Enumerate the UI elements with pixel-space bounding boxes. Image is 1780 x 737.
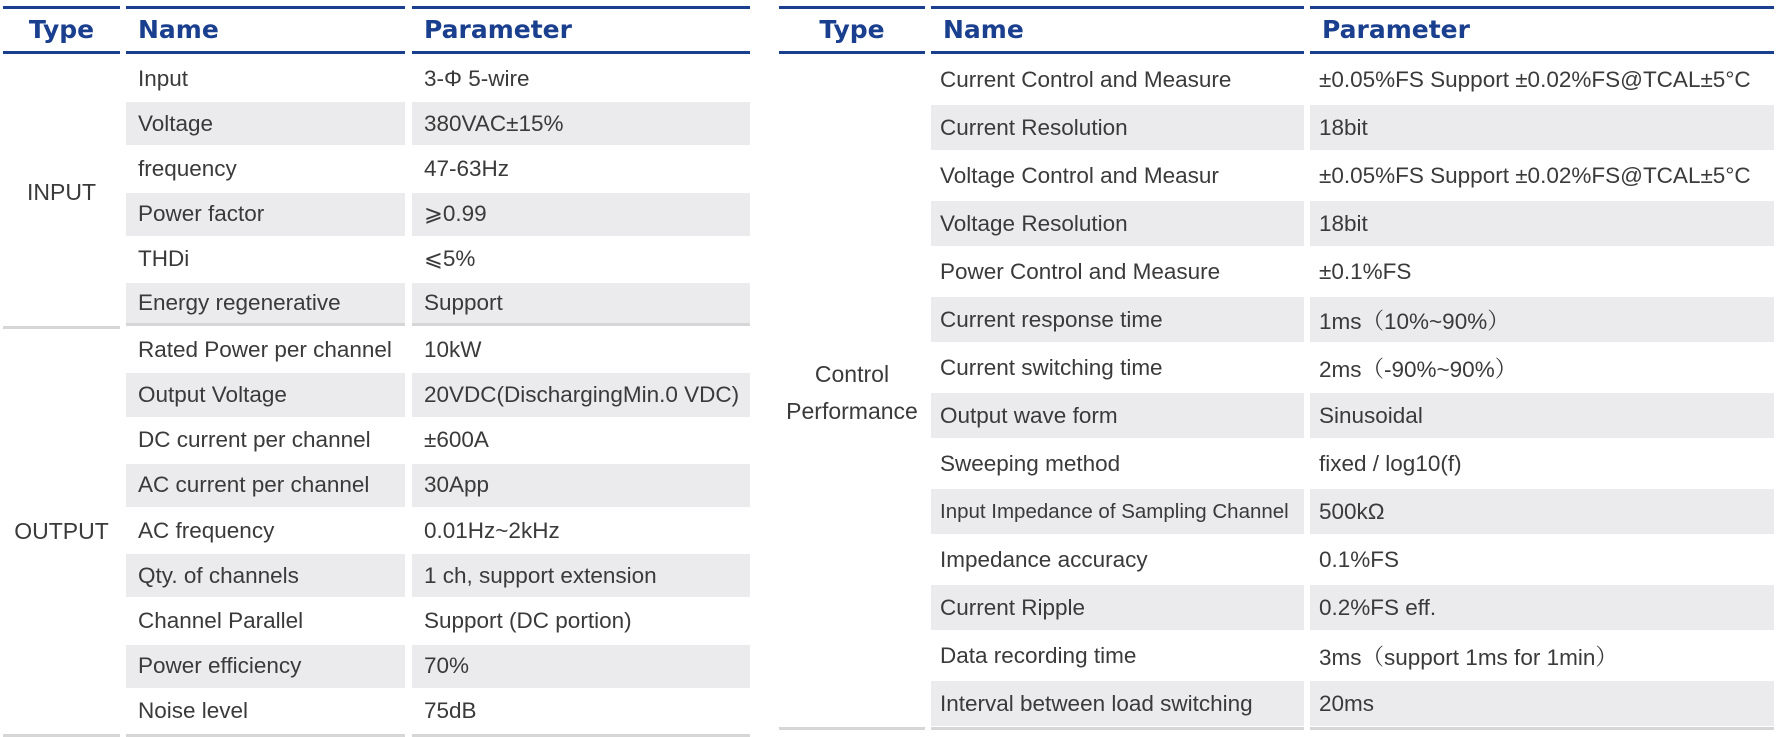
table-row <box>126 464 750 507</box>
row-name: AC current per channel <box>126 464 405 507</box>
row-name: Current switching time <box>940 354 1163 380</box>
row-name: Current response time <box>931 297 1304 342</box>
table-row <box>931 201 1774 246</box>
row-parameter: 30App <box>412 464 750 507</box>
row-name: AC frequency <box>138 517 275 543</box>
row-parameter: 0.2%FS eff. <box>1310 585 1774 630</box>
row-name: Voltage Control and Measur <box>940 162 1219 188</box>
group-label: Control Performance <box>786 361 918 424</box>
table-row <box>931 489 1774 534</box>
row-parameter: 1 ch, support extension <box>412 554 750 597</box>
row-parameter: Sinusoidal <box>1310 393 1774 438</box>
row-name: Sweeping method <box>940 450 1121 476</box>
table-row <box>931 537 1774 582</box>
row-parameter: ⩾0.99 <box>412 193 750 236</box>
row-name: Impedance accuracy <box>940 546 1148 572</box>
table-row <box>126 509 750 552</box>
row-parameter: ±0.1%FS <box>1319 258 1412 284</box>
row-parameter: Support (DC portion) <box>424 607 632 633</box>
table-row <box>931 105 1774 150</box>
row-name: Power Control and Measure <box>940 258 1221 284</box>
row-parameter: 18bit <box>1310 105 1774 150</box>
row-name: Power factor <box>126 193 405 236</box>
row-name: Qty. of channels <box>126 554 405 597</box>
row-parameter: 0.01Hz~2kHz <box>424 517 560 543</box>
row-parameter: 47-63Hz <box>424 155 510 181</box>
row-parameter: 3ms（support 1ms for 1min） <box>1319 644 1618 670</box>
table-row <box>126 193 750 236</box>
row-name: Input Impedance of Sampling Channel <box>931 489 1304 534</box>
row-parameter: 10kW <box>424 336 482 362</box>
row-parameter: ⩽5% <box>424 246 476 272</box>
table-row <box>931 153 1774 198</box>
table-row <box>931 249 1774 294</box>
table-row <box>126 102 750 145</box>
row-name: Current Control and Measure <box>940 66 1232 92</box>
table-row <box>931 57 1774 102</box>
table-row <box>126 373 750 416</box>
table-row <box>126 599 750 642</box>
header-type: Type <box>779 6 925 54</box>
row-name: Interval between load switching <box>931 681 1304 726</box>
table-row <box>931 297 1774 342</box>
row-name: Output wave form <box>931 393 1304 438</box>
row-name: Power efficiency <box>126 645 405 688</box>
row-parameter: 1ms（10%~90%） <box>1310 297 1774 342</box>
table-row <box>126 645 750 688</box>
row-parameter: 3-Φ 5-wire <box>424 65 530 91</box>
table-row <box>126 328 750 371</box>
row-name: Rated Power per channel <box>138 336 392 362</box>
row-name: Data recording time <box>940 642 1137 668</box>
row-parameter: 380VAC±15% <box>412 102 750 145</box>
row-name: Current Ripple <box>931 585 1304 630</box>
group-label: OUTPUT <box>14 518 109 545</box>
row-parameter: 18bit <box>1310 201 1774 246</box>
bottom-rule <box>779 727 925 730</box>
bottom-rule <box>1310 727 1774 730</box>
row-name: Energy regenerative <box>126 283 405 326</box>
group-label: INPUT <box>27 179 96 206</box>
row-parameter: ±0.05%FS Support ±0.02%FS@TCAL±5°C <box>1319 66 1751 92</box>
row-parameter: 2ms（-90%~90%） <box>1319 356 1518 382</box>
table-row <box>126 283 750 326</box>
row-parameter: Support <box>412 283 750 326</box>
row-name: Voltage Resolution <box>931 201 1304 246</box>
header-parameter: Parameter <box>1310 6 1774 54</box>
row-name: Channel Parallel <box>138 607 304 633</box>
row-name: Current Resolution <box>931 105 1304 150</box>
table-row <box>126 419 750 462</box>
table-row <box>126 57 750 100</box>
row-name: DC current per channel <box>138 427 371 453</box>
row-parameter: 75dB <box>424 698 477 724</box>
row-parameter: 20VDC(DischargingMin.0 VDC) <box>412 373 750 416</box>
row-parameter: ±0.05%FS Support ±0.02%FS@TCAL±5°C <box>1319 162 1751 188</box>
table-row <box>126 554 750 597</box>
row-parameter: 20ms <box>1310 681 1774 726</box>
table-row <box>126 690 750 733</box>
header-parameter: Parameter <box>412 6 750 54</box>
row-parameter: ±600A <box>424 427 489 453</box>
table-row <box>126 147 750 190</box>
header-name: Name <box>126 6 405 54</box>
row-name: Noise level <box>138 698 249 724</box>
row-name: THDi <box>138 246 190 272</box>
row-name: Voltage <box>126 102 405 145</box>
table-row <box>931 681 1774 726</box>
row-parameter: 70% <box>412 645 750 688</box>
row-parameter: 500kΩ <box>1310 489 1774 534</box>
header-type: Type <box>3 6 120 54</box>
table-row <box>931 441 1774 486</box>
table-row <box>931 585 1774 630</box>
row-name: Input <box>138 65 189 91</box>
row-name: Output Voltage <box>126 373 405 416</box>
row-parameter: 0.1%FS <box>1319 546 1400 572</box>
table-row <box>126 238 750 281</box>
table-row <box>931 345 1774 390</box>
table-row <box>931 393 1774 438</box>
bottom-rule <box>931 727 1304 730</box>
row-parameter: fixed / log10(f) <box>1319 450 1462 476</box>
header-name: Name <box>931 6 1304 54</box>
row-name: frequency <box>138 155 237 181</box>
table-row <box>931 633 1774 678</box>
